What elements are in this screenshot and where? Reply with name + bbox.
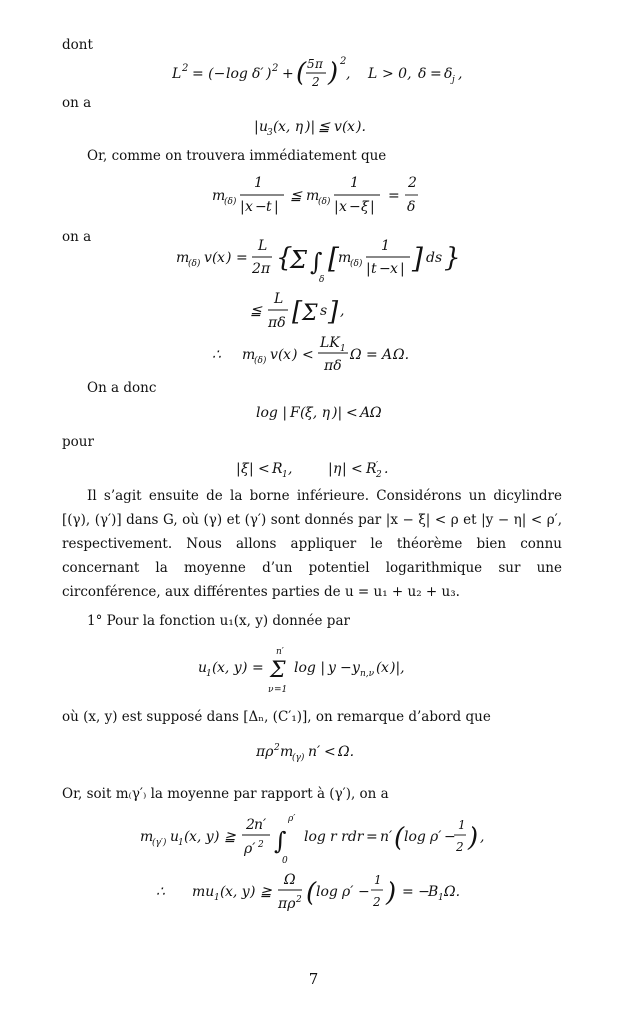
svg-text:<: < <box>351 461 363 477</box>
svg-text:′: ′ <box>376 461 379 471</box>
svg-text:j: j <box>452 75 455 85</box>
svg-text:δ: δ <box>418 66 427 82</box>
equation-pi-rho-svg <box>256 740 376 764</box>
svg-text:Σ: Σ <box>270 658 286 683</box>
svg-text:ρ′: ρ′ <box>288 814 296 824</box>
equation-u1-sum-svg <box>198 640 428 696</box>
svg-text:−: − <box>349 199 361 215</box>
svg-text:]: ] <box>328 297 339 327</box>
svg-text:]: ] <box>412 242 423 275</box>
svg-text:3: 3 <box>267 128 273 138</box>
svg-text:≦: ≦ <box>290 188 302 204</box>
equation-l-squared-svg <box>172 52 492 96</box>
svg-text:v: v <box>270 347 278 363</box>
equation-final <box>156 866 476 926</box>
svg-text:≧: ≧ <box>260 884 272 900</box>
equation-integral-tail <box>454 811 494 871</box>
svg-text:(δ): (δ) <box>350 259 363 269</box>
svg-text:<: < <box>324 744 336 760</box>
svg-text:|: | <box>274 199 279 215</box>
svg-text:2: 2 <box>272 63 279 74</box>
svg-text:s: s <box>320 303 328 319</box>
svg-text:<: < <box>302 347 314 363</box>
svg-text:ξ: ξ <box>361 199 369 215</box>
svg-text:,: , <box>288 461 293 477</box>
svg-text:=: = <box>236 250 248 266</box>
equation-le-sum-s-svg <box>250 287 370 335</box>
svg-text:πρ: πρ <box>256 744 274 760</box>
equation-m-delta-v-svg <box>176 232 466 288</box>
svg-text:Σ: Σ <box>290 246 307 274</box>
svg-text:1: 1 <box>214 893 220 903</box>
svg-text:(: ( <box>184 829 190 845</box>
svg-text:|: | <box>236 461 241 477</box>
svg-text:m: m <box>338 250 352 266</box>
equation-l-squared <box>172 52 492 100</box>
svg-text:π: π <box>315 57 323 71</box>
svg-text:): ) <box>214 829 220 845</box>
svg-text:u: u <box>198 660 208 676</box>
svg-text:): ) <box>386 878 397 908</box>
svg-text:m: m <box>242 347 256 363</box>
svg-text:x: x <box>347 119 355 135</box>
svg-text:): ) <box>242 660 248 676</box>
svg-text:,: , <box>346 66 351 82</box>
paragraph-borne-inferieure <box>62 484 562 604</box>
svg-text:2: 2 <box>373 895 381 909</box>
svg-text:log: log <box>226 66 248 82</box>
equation-therefore-m-svg <box>212 333 452 379</box>
svg-text:(: ( <box>273 119 279 135</box>
svg-text:m: m <box>176 250 190 266</box>
text-pour-la-fonction: 1° Pour la fonction u₁(x, y) donnée par <box>87 613 350 629</box>
svg-text:t: t <box>266 199 272 215</box>
svg-text:<: < <box>346 405 358 421</box>
equation-integral <box>140 811 470 871</box>
svg-text:2: 2 <box>296 895 302 905</box>
svg-text:m: m <box>140 829 154 845</box>
svg-text:1: 1 <box>254 175 263 191</box>
svg-text:F: F <box>290 405 300 421</box>
svg-text:2: 2 <box>252 261 261 277</box>
svg-text:[: [ <box>292 297 303 327</box>
svg-text:Ω: Ω <box>370 405 382 421</box>
svg-text:,: , <box>458 66 463 82</box>
svg-text:Ω.: Ω. <box>393 347 410 363</box>
svg-text:πδ: πδ <box>268 315 286 331</box>
svg-text:): ) <box>328 58 339 88</box>
svg-text:δ: δ <box>444 66 453 82</box>
svg-text:≦: ≦ <box>250 303 262 319</box>
svg-text:x, y: x, y <box>189 829 214 845</box>
svg-text:−: − <box>379 261 391 277</box>
svg-text:<: < <box>258 461 270 477</box>
svg-text:A: A <box>382 347 393 363</box>
svg-text:2: 2 <box>456 840 464 854</box>
svg-text:log: log <box>316 884 338 900</box>
equation-therefore-m <box>212 333 452 383</box>
svg-text:u: u <box>170 829 180 845</box>
svg-text:2: 2 <box>182 63 189 74</box>
svg-text:y: y <box>328 660 336 676</box>
svg-text:|: | <box>370 199 375 215</box>
svg-text:n′: n′ <box>308 744 321 760</box>
svg-text:log |: log | <box>256 405 288 421</box>
svg-text:ν: ν <box>268 685 274 695</box>
svg-text:)|: )| <box>332 405 343 421</box>
svg-text:n,ν: n,ν <box>360 669 375 679</box>
svg-text:2: 2 <box>340 56 347 67</box>
svg-text:δ′: δ′ <box>252 66 264 82</box>
svg-text:(: ( <box>220 884 226 900</box>
svg-text:)|: )| <box>305 119 316 135</box>
svg-text:y: y <box>352 660 360 676</box>
svg-text:|: | <box>334 199 339 215</box>
svg-text:(: ( <box>306 878 317 908</box>
svg-text:(δ): (δ) <box>318 197 331 207</box>
svg-text:Ω.: Ω. <box>338 744 355 760</box>
equation-log-f-svg <box>256 401 386 425</box>
svg-text:≦: ≦ <box>318 119 330 135</box>
equation-m-delta-1-svg <box>212 173 442 219</box>
svg-text:B: B <box>428 884 439 900</box>
svg-text:L: L <box>274 291 284 307</box>
svg-text:Σ: Σ <box>302 301 318 326</box>
text-on-a-2: on a <box>62 229 92 245</box>
svg-text:): ) <box>468 823 479 853</box>
equation-integral-tail-svg <box>454 811 494 867</box>
svg-text:m: m <box>212 188 226 204</box>
svg-text:=: = <box>366 829 378 845</box>
svg-text:2: 2 <box>408 175 417 191</box>
svg-text:2: 2 <box>246 817 255 833</box>
svg-text:{: { <box>276 243 293 273</box>
svg-text:∫: ∫ <box>274 827 287 855</box>
svg-text:v: v <box>334 119 342 135</box>
svg-text:1: 1 <box>458 818 466 832</box>
svg-text:t: t <box>371 261 377 277</box>
svg-text:n′: n′ <box>276 647 284 657</box>
svg-text:|: | <box>249 461 254 477</box>
equation-u3 <box>254 115 384 143</box>
svg-text:m: m <box>306 188 320 204</box>
svg-text:2: 2 <box>258 840 264 850</box>
svg-text:|: | <box>254 119 259 135</box>
equation-u3-svg <box>254 115 384 139</box>
svg-text:2: 2 <box>312 75 320 89</box>
svg-text:5: 5 <box>307 57 315 71</box>
svg-text:(: ( <box>296 58 307 88</box>
equation-u1-sum <box>198 640 428 700</box>
svg-text:πρ: πρ <box>278 896 296 912</box>
equation-log-f <box>256 401 386 429</box>
svg-text:=: = <box>366 347 378 363</box>
svg-text:x: x <box>217 250 225 266</box>
svg-text:[: [ <box>328 242 339 275</box>
svg-text:1: 1 <box>381 238 390 254</box>
svg-text:log |: log | <box>294 660 326 676</box>
svg-text:): ) <box>266 66 272 82</box>
svg-text:A: A <box>360 405 371 421</box>
svg-text:ρ′: ρ′ <box>244 841 256 857</box>
svg-text:1: 1 <box>178 838 184 848</box>
equation-final-svg <box>156 866 476 922</box>
svg-text:u: u <box>259 119 269 135</box>
svg-text:x, η: x, η <box>278 119 304 135</box>
svg-text:x: x <box>390 261 398 277</box>
svg-text:η: η <box>333 461 342 477</box>
equation-m-delta-1 <box>212 173 442 223</box>
svg-text:R: R <box>366 461 377 477</box>
svg-text:(δ): (δ) <box>254 356 267 366</box>
text-pour: pour <box>62 434 94 450</box>
svg-text:mu: mu <box>192 884 215 900</box>
text-dont: dont <box>62 37 93 53</box>
svg-text:−: − <box>444 829 456 845</box>
svg-text:|: | <box>366 261 371 277</box>
svg-text:x: x <box>245 199 253 215</box>
svg-text:+: + <box>282 66 294 82</box>
svg-text:Ω: Ω <box>284 872 296 888</box>
svg-text:x: x <box>339 199 347 215</box>
svg-text:−: − <box>340 660 352 676</box>
svg-text:1: 1 <box>438 893 444 903</box>
svg-text:≧: ≧ <box>224 829 236 845</box>
svg-text:v: v <box>204 250 212 266</box>
svg-text:=1: =1 <box>274 685 288 695</box>
svg-text:L: L <box>172 66 182 82</box>
svg-text:(γ): (γ) <box>292 753 305 763</box>
svg-text:): ) <box>292 347 298 363</box>
equation-le-sum-s <box>250 287 370 339</box>
svg-text:(: ( <box>212 250 218 266</box>
svg-text:= −: = − <box>402 884 430 900</box>
svg-text:2: 2 <box>274 743 280 753</box>
text-on-a-donc: On a donc <box>87 380 157 396</box>
svg-text:(: ( <box>278 347 284 363</box>
paragraph-borne-inferieure-text: Il s’agit ensuite de la borne inférieure. Considérons un dicylindre [(γ), (γ′)] dans G, où (γ) et (γ′) sont donnés par |x − ξ| < ρ et |y − η| < ρ′, respectivement. Nous allons appliquer le théorème bien connu concernant la moyenne d’un potentiel logarithmique sur une circonférence, aux différentes parties de u = u₁ + u₂ + u₃. <box>62 488 562 600</box>
svg-text:=: = <box>252 660 264 676</box>
svg-text:n′: n′ <box>254 817 267 833</box>
svg-text:|: | <box>328 461 333 477</box>
equation-xi-eta-svg <box>236 457 406 481</box>
svg-text:1: 1 <box>350 175 359 191</box>
svg-text:= (−: = (− <box>192 66 226 82</box>
svg-text:(δ): (δ) <box>188 259 201 269</box>
equation-integral-svg <box>140 811 470 867</box>
svg-text:∴: ∴ <box>156 884 165 900</box>
svg-text:x: x <box>283 347 291 363</box>
svg-text:log: log <box>404 829 426 845</box>
svg-text:LK: LK <box>320 335 340 351</box>
equation-xi-eta <box>236 457 406 485</box>
svg-text:m: m <box>280 744 294 760</box>
svg-text:x, y: x, y <box>225 884 250 900</box>
svg-text:|: | <box>240 199 245 215</box>
svg-text:R: R <box>272 461 283 477</box>
svg-text:1: 1 <box>206 669 212 679</box>
svg-text:.: . <box>384 461 389 477</box>
svg-text:> 0,: > 0, <box>382 66 412 82</box>
svg-text:0: 0 <box>282 856 288 866</box>
svg-text:(: ( <box>342 119 348 135</box>
svg-text:r rdr: r rdr <box>330 829 364 845</box>
svg-text:πδ: πδ <box>324 358 342 374</box>
svg-text:n′: n′ <box>380 829 393 845</box>
svg-text:(δ): (δ) <box>224 197 237 207</box>
svg-text:δ: δ <box>407 199 416 215</box>
svg-text:π: π <box>261 261 271 277</box>
svg-text:(: ( <box>376 660 382 676</box>
svg-text:).: ). <box>356 119 366 135</box>
svg-text:x: x <box>381 660 389 676</box>
svg-text:,: , <box>340 303 345 319</box>
page-number: 7 <box>308 970 319 988</box>
svg-text:): ) <box>226 250 232 266</box>
text-ou-x-y: où (x, y) est supposé dans [Δₙ, (C′₁)], on remarque d’abord que <box>62 709 491 725</box>
svg-text:ρ′: ρ′ <box>342 884 354 900</box>
svg-text:,: , <box>480 829 485 845</box>
svg-text:}: } <box>444 243 461 273</box>
svg-text:δ: δ <box>319 275 325 285</box>
svg-text:∴: ∴ <box>212 347 221 363</box>
svg-text:)|,: )|, <box>390 660 405 676</box>
svg-text:ρ′: ρ′ <box>430 829 442 845</box>
svg-text:x, y: x, y <box>217 660 242 676</box>
svg-text:1: 1 <box>340 344 346 354</box>
svg-text:ξ, η: ξ, η <box>305 405 330 421</box>
svg-text:L: L <box>368 66 378 82</box>
svg-text:Ω: Ω <box>350 347 362 363</box>
svg-text:Ω.: Ω. <box>444 884 461 900</box>
equation-m-delta-v <box>176 232 466 292</box>
text-on-a-1: on a <box>62 95 92 111</box>
svg-text:−: − <box>255 199 267 215</box>
svg-text:2: 2 <box>376 470 382 480</box>
svg-text:−: − <box>358 884 370 900</box>
svg-text:L: L <box>258 238 268 254</box>
svg-text:=: = <box>430 66 442 82</box>
svg-text:∫: ∫ <box>310 248 323 276</box>
svg-text:(: ( <box>212 660 218 676</box>
svg-text:1: 1 <box>282 470 288 480</box>
svg-text:|: | <box>400 261 405 277</box>
svg-text:=: = <box>388 188 400 204</box>
svg-text:(: ( <box>394 823 405 853</box>
svg-text:): ) <box>250 884 256 900</box>
equation-pi-rho <box>256 740 376 768</box>
svg-text:1: 1 <box>374 873 382 887</box>
svg-text:(γ′): (γ′) <box>152 838 167 848</box>
svg-text:ξ: ξ <box>241 461 249 477</box>
text-or-soit: Or, soit m₍γ′₎ la moyenne par rapport à (γ′), on a <box>62 786 389 802</box>
svg-text:log: log <box>304 829 326 845</box>
svg-text:(: ( <box>300 405 306 421</box>
svg-text:|: | <box>342 461 347 477</box>
svg-text:ds: ds <box>426 250 443 266</box>
text-or-comme: Or, comme on trouvera immédiatement que <box>87 148 387 164</box>
